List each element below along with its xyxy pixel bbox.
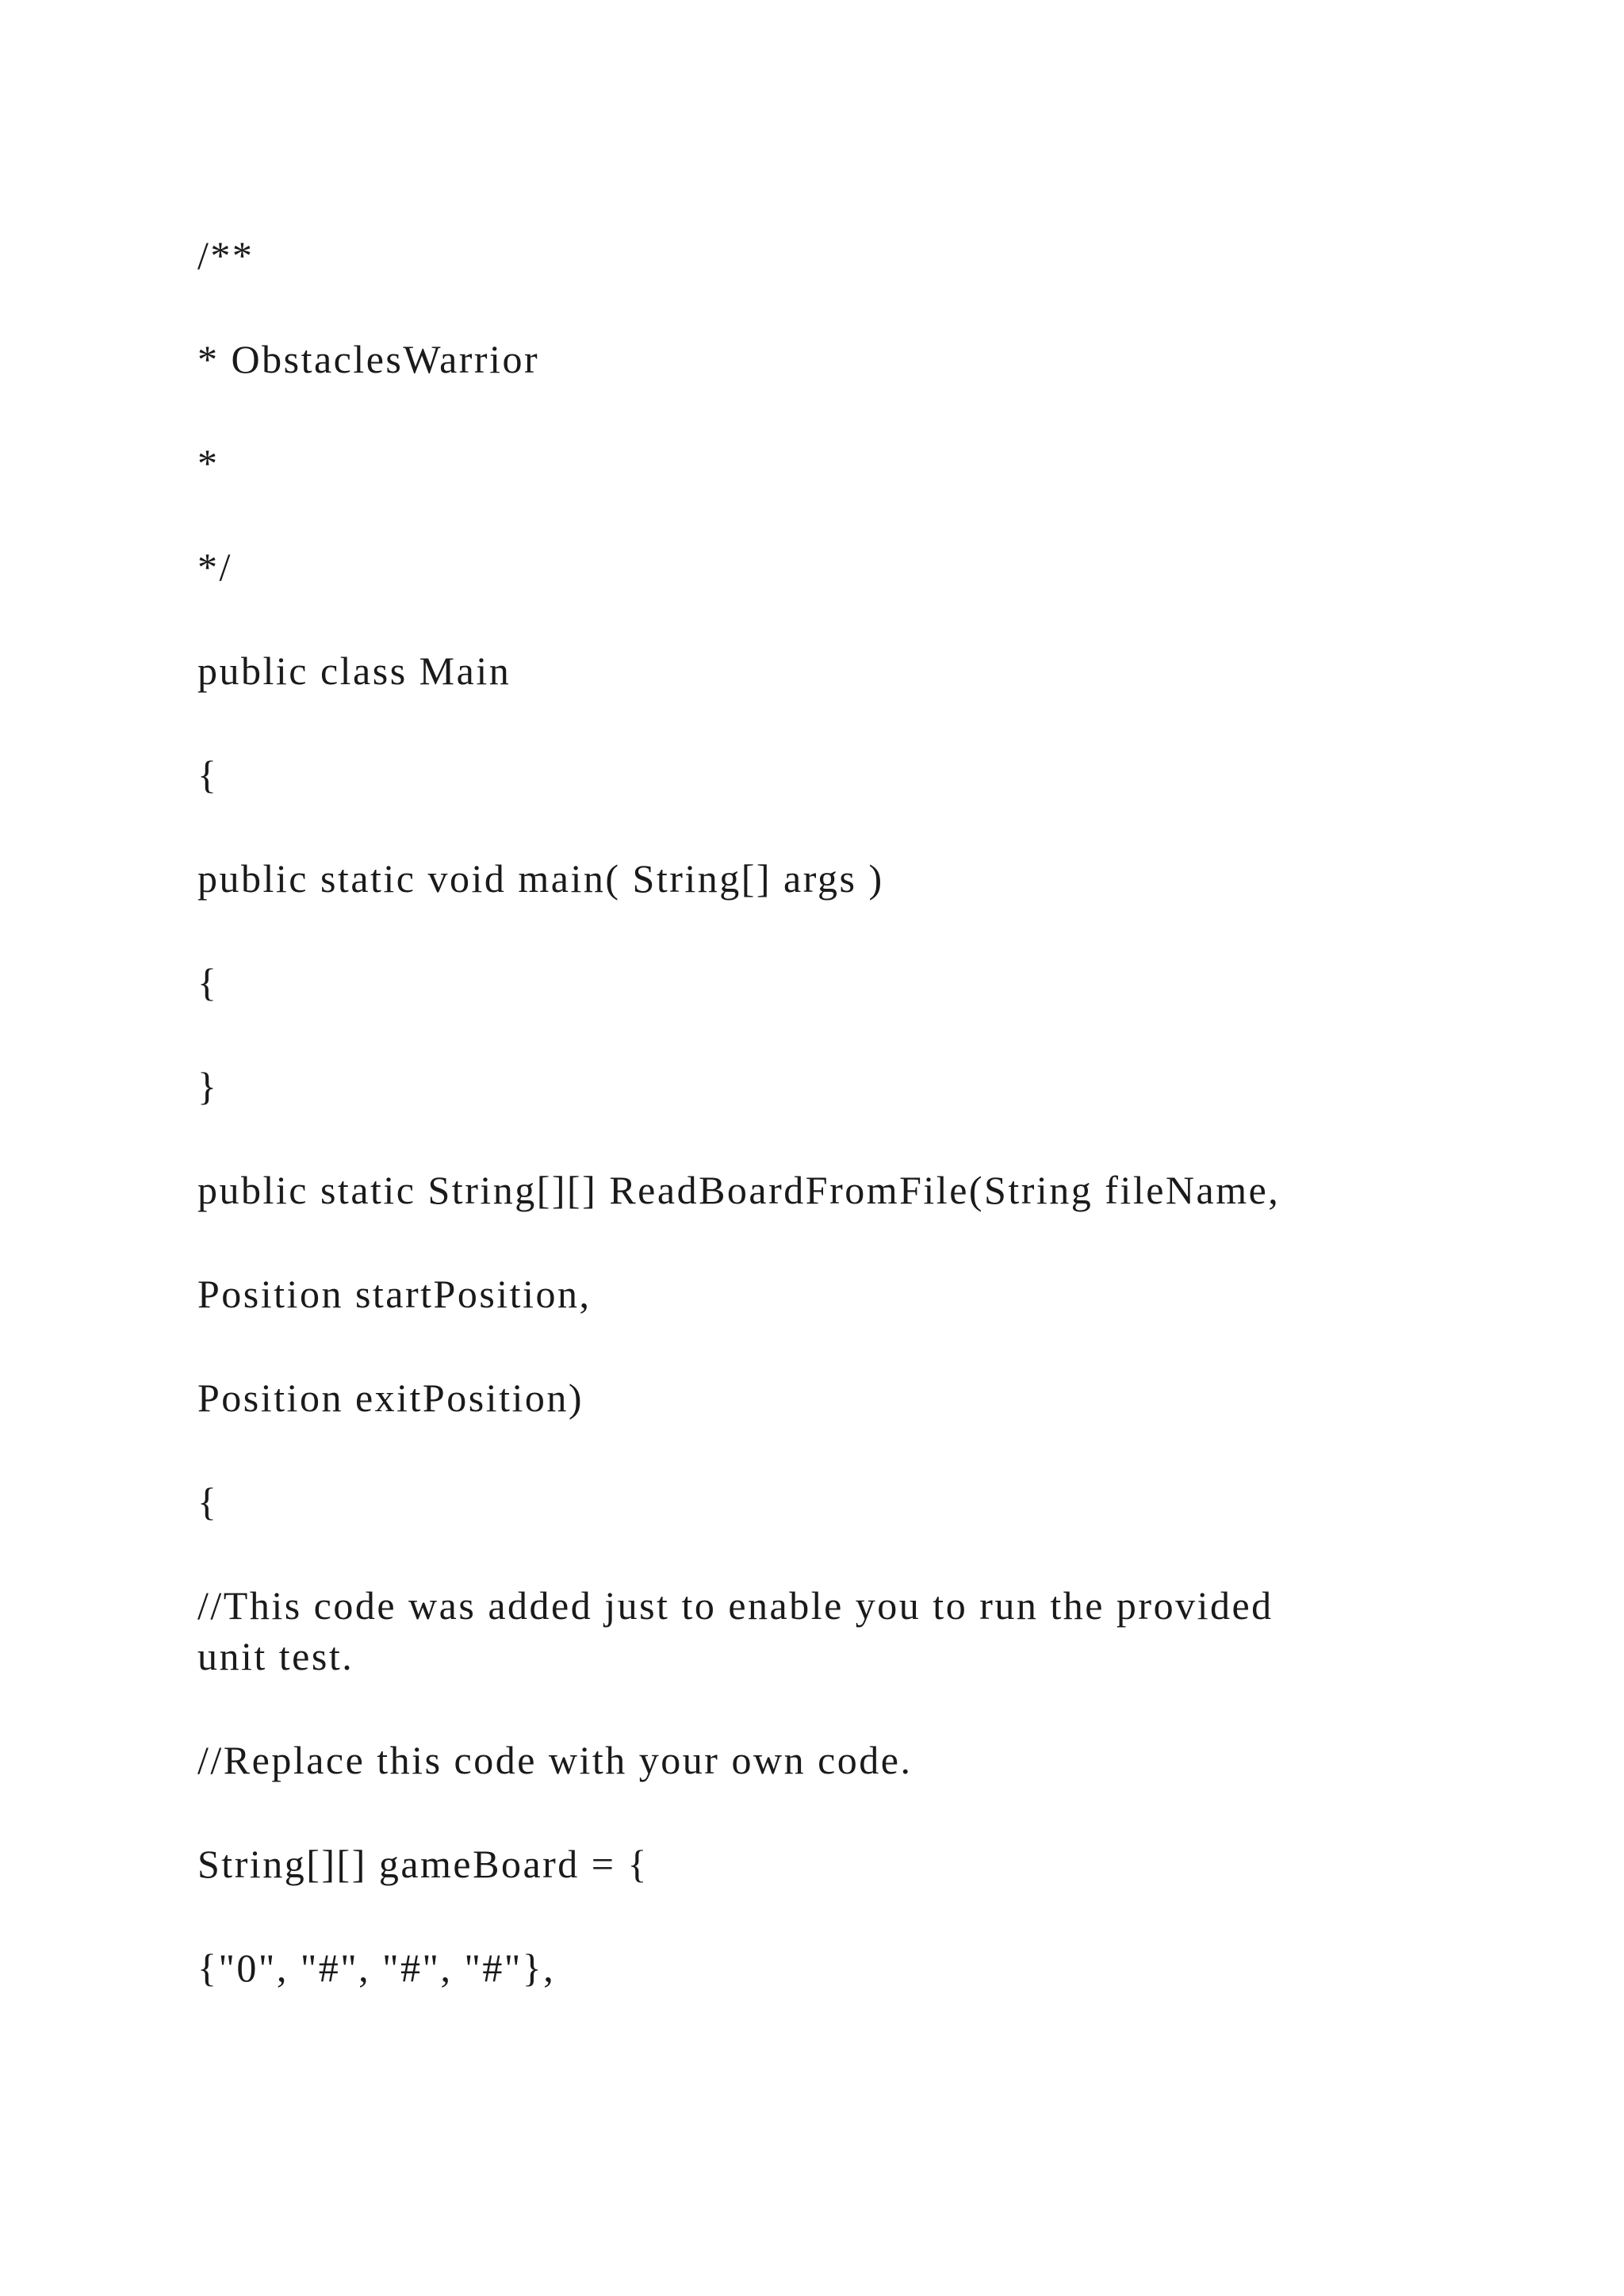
comment-title-line: * ObstaclesWarrior	[197, 337, 540, 381]
comment-close-line: */	[197, 545, 232, 589]
code-text-block	[197, 230, 1434, 2046]
replace-code-comment-line: //Replace this code with your own code.	[197, 1738, 913, 1782]
main-method-signature-line: public static void main( String[] args )	[197, 856, 884, 901]
unit-test-comment-line: //This code was added just to enable you to run the provided unit test.	[197, 1583, 1274, 1678]
comment-open-line: /**	[197, 233, 255, 277]
main-open-brace-line: {	[197, 960, 219, 1004]
read-board-open-brace-line: {	[197, 1479, 219, 1524]
class-declaration-line: public class Main	[197, 649, 511, 693]
game-board-row-line: {"0", "#", "#", "#"},	[197, 1946, 556, 1990]
game-board-declaration-line: String[][] gameBoard = {	[197, 1842, 649, 1886]
exit-position-param-line: Position exitPosition)	[197, 1376, 584, 1420]
comment-blank-line: *	[197, 441, 220, 485]
start-position-param-line: Position startPosition,	[197, 1272, 592, 1316]
main-close-brace-line: }	[197, 1064, 219, 1108]
class-open-brace-line: {	[197, 752, 219, 797]
read-board-signature-line: public static String[][] ReadBoardFromFile(String fileName,	[197, 1168, 1281, 1212]
